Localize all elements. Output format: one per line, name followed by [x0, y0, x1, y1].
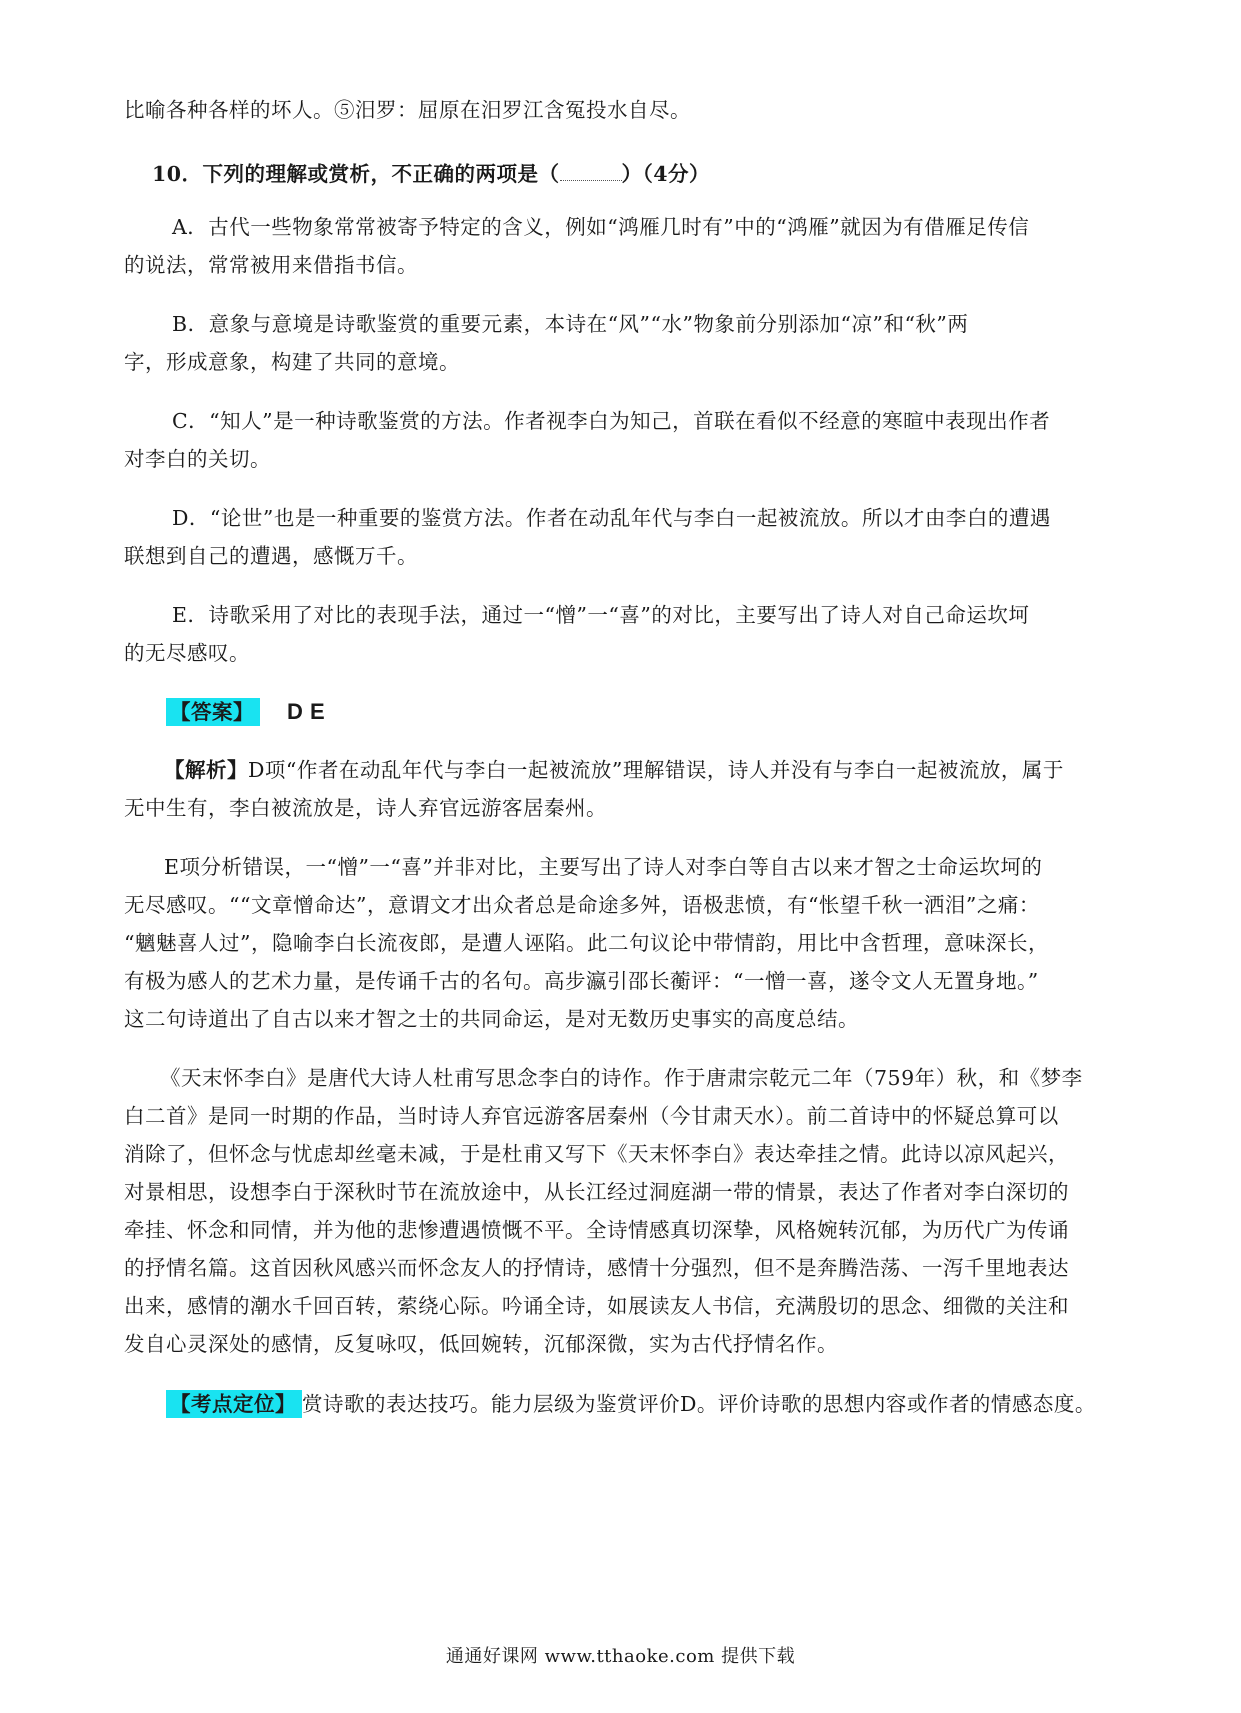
- paragraph-line: 牵挂、怀念和同情，并为他的悲惨遭遇愤慨不平。全诗情感真切深挚，风格婉转沉郁，为历代广为传诵: [124, 1218, 1069, 1242]
- answer-tag: 【答案】: [166, 698, 260, 726]
- paragraph-line: E项分析错误，一“憎”一“喜”并非对比，主要写出了诗人对李白等自古以来才智之士命运坎坷的: [164, 855, 1043, 879]
- paragraph-line: 这二句诗道出了自古以来才智之士的共同命运，是对无数历史事实的高度总结。: [124, 1007, 859, 1031]
- paragraph-line: 出来，感情的潮水千回百转，萦绕心际。吟诵全诗，如展读友人书信，充满殷切的思念、细微的关注和: [124, 1294, 1069, 1318]
- analysis-line: [164, 756, 1064, 784]
- paragraph-line: “魑魅喜人过”，隐喻李白长流夜郎，是遭人诬陷。此二句议论中带情韵，用比中含哲理，意味深长，: [124, 931, 1049, 955]
- kaodian-line: [166, 1390, 1096, 1418]
- paragraph-line: 消除了，但怀念与忧虑却丝毫未减，于是杜甫又写下《天末怀李白》表达牵挂之情。此诗以凉风起兴，: [124, 1142, 1069, 1166]
- answer-line: [166, 698, 325, 726]
- paragraph-line: 的抒情名篇。这首因秋风感兴而怀念友人的抒情诗，感情十分强烈，但不是奔腾浩荡、一泻千里地表达: [124, 1256, 1069, 1280]
- analysis-text: D项“作者在动乱年代与李白一起被流放”理解错误，诗人并没有与李白一起被流放，属于: [248, 758, 1064, 782]
- analysis-tag: 【解析】: [164, 758, 248, 782]
- paragraph-line: 无中生有，李白被流放是，诗人弃官远游客居秦州。: [124, 796, 607, 820]
- paragraph-line: 的无尽感叹。: [124, 641, 250, 665]
- paragraph-line: 有极为感人的艺术力量，是传诵千古的名句。高步瀛引邵长蘅评：“一憎一喜，遂令文人无置身地。”: [124, 969, 1039, 993]
- paragraph-line: 比喻各种各样的坏人。⑤汨罗：屈原在汨罗江含冤投水自尽。: [124, 98, 691, 122]
- answer-blank: [560, 162, 622, 181]
- option-a: A．古代一些物象常常被寄予特定的含义，例如“鸿雁几时有”中的“鸿雁”就因为有借雁足传信: [172, 215, 1030, 239]
- paragraph-line: 发自心灵深处的感情，反复咏叹，低回婉转，沉郁深微，实为古代抒情名作。: [124, 1332, 838, 1356]
- option-d: D．“论世”也是一种重要的鉴赏方法。作者在动乱年代与李白一起被流放。所以才由李白的遭遇: [172, 506, 1051, 530]
- answer-value: D E: [287, 699, 326, 724]
- page-footer: 通通好课网 www.tthaoke.com 提供下载: [445, 1646, 796, 1667]
- paragraph-line: 《天末怀李白》是唐代大诗人杜甫写思念李白的诗作。作于唐肃宗乾元二年（759年）秋，和《梦李: [160, 1066, 1083, 1090]
- option-e: E．诗歌采用了对比的表现手法，通过一“憎”一“喜”的对比，主要写出了诗人对自己命运坎坷: [172, 603, 1030, 627]
- paragraph-line: 对景相思，设想李白于深秋时节在流放途中，从长江经过洞庭湖一带的情景，表达了作者对李白深切的: [124, 1180, 1069, 1204]
- question-suffix: ）（4分）: [621, 162, 711, 186]
- paragraph-line: 对李白的关切。: [124, 447, 271, 471]
- paragraph-line: 无尽感叹。““文章憎命达”，意谓文才出众者总是命途多舛，语极悲愤，有“怅望千秋一洒泪”之痛：: [124, 893, 1040, 917]
- kaodian-tag: 【考点定位】: [166, 1390, 302, 1418]
- kaodian-text: 赏诗歌的表达技巧。能力层级为鉴赏评价D。评价诗歌的思想内容或作者的情感态度。: [302, 1392, 1096, 1416]
- question-prefix: 10．下列的理解或赏析，不正确的两项是（: [152, 162, 560, 186]
- option-c: C．“知人”是一种诗歌鉴赏的方法。作者视李白为知己，首联在看似不经意的寒暄中表现出作者: [172, 409, 1051, 433]
- paragraph-line: 白二首》是同一时期的作品，当时诗人弃官远游客居秦州（今甘肃天水）。前二首诗中的怀疑总算可以: [124, 1104, 1059, 1128]
- option-b: B．意象与意境是诗歌鉴赏的重要元素，本诗在“风”“水”物象前分别添加“凉”和“秋”两: [172, 312, 969, 336]
- paragraph-line: 的说法，常常被用来借指书信。: [124, 253, 418, 277]
- paragraph-line: 联想到自己的遭遇，感慨万千。: [124, 544, 418, 568]
- paragraph-line: 字，形成意象，构建了共同的意境。: [124, 350, 460, 374]
- question-title: [152, 160, 710, 188]
